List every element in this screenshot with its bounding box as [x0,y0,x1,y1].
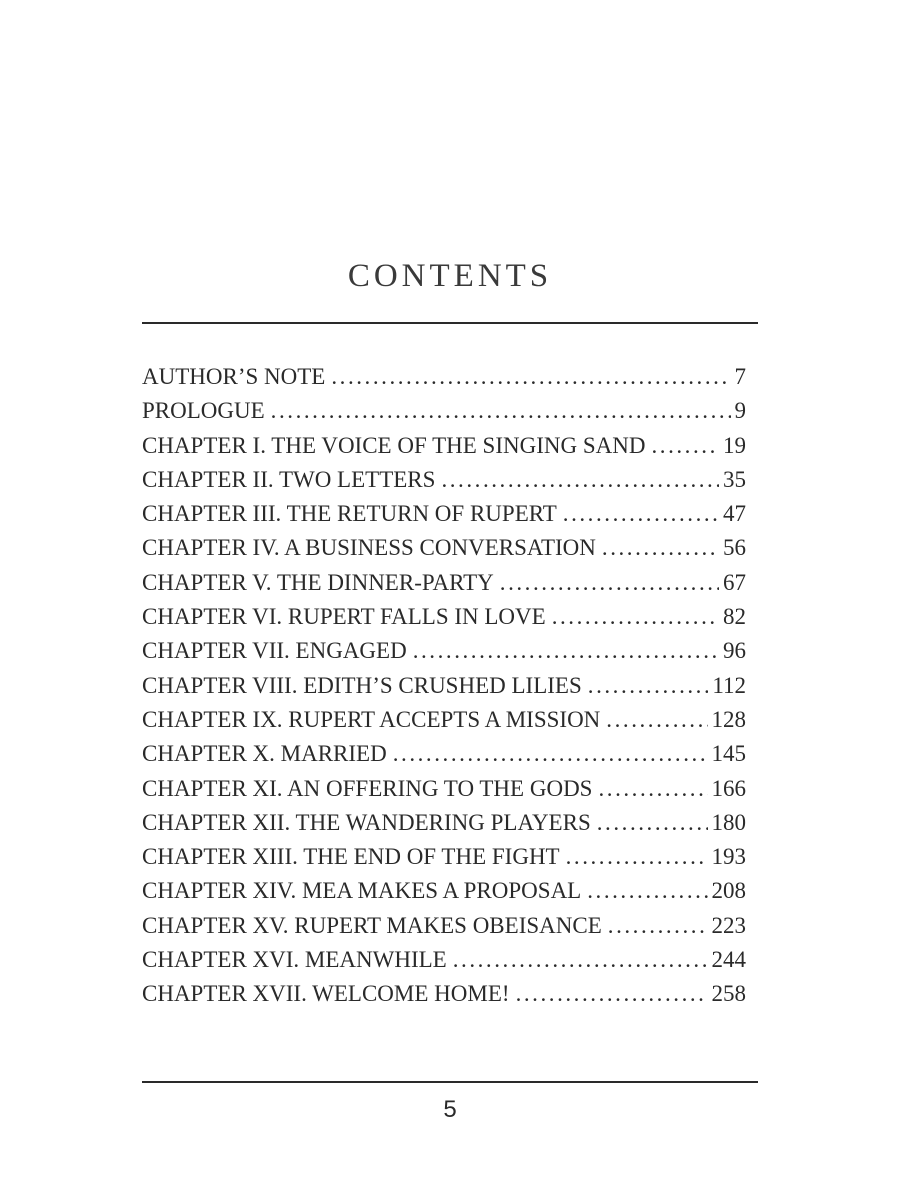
toc-entry-title: CHAPTER XIV. MEA MAKES A PROPOSAL [142,878,582,904]
bottom-rule [142,1081,758,1083]
toc-dot-leader [597,810,708,836]
toc-entry-page: 223 [711,912,746,938]
toc-entry-title: CHAPTER XVI. MEANWHILE [142,947,447,973]
toc-dot-leader [588,673,709,699]
toc-entry-page: 96 [723,638,746,664]
toc-entry-page: 180 [711,809,746,835]
toc-dot-leader [271,398,731,424]
toc-entry[interactable] [142,398,746,432]
toc-entry-page: 9 [734,398,746,424]
toc-entry-page: 258 [711,981,746,1007]
toc-entry[interactable] [142,501,746,535]
toc-entry-title: CHAPTER I. THE VOICE OF THE SINGING SAND [142,432,646,458]
toc-entry-title: CHAPTER VI. RUPERT FALLS IN LOVE [142,604,546,630]
toc-entry[interactable] [142,433,746,467]
toc-entry-page: 193 [711,844,746,870]
toc-entry-title: CHAPTER X. MARRIED [142,741,387,767]
toc-entry-title: CHAPTER VII. ENGAGED [142,638,407,664]
toc-entry-title: CHAPTER III. THE RETURN OF RUPERT [142,501,557,527]
toc-dot-leader [516,981,708,1007]
top-rule [142,322,758,324]
toc-entry[interactable] [142,570,746,604]
toc-entry-page: 166 [711,775,746,801]
toc-entry-page: 35 [723,466,746,492]
toc-entry-title: CHAPTER XI. AN OFFERING TO THE GODS [142,775,593,801]
toc-entry-title: CHAPTER VIII. EDITH’S CRUSHED LILIES [142,672,582,698]
toc-entry-page: 244 [711,947,746,973]
toc-entry-title: CHAPTER XII. THE WANDERING PLAYERS [142,809,591,835]
toc-dot-leader [441,467,719,493]
toc-dot-leader [606,707,707,733]
toc-entry-page: 19 [723,432,746,458]
toc-entry-title: CHAPTER V. THE DINNER-PARTY [142,569,494,595]
toc-entry[interactable] [142,776,746,810]
toc-dot-leader [563,501,719,527]
toc-dot-leader [413,638,719,664]
toc-entry-title: CHAPTER IX. RUPERT ACCEPTS A MISSION [142,706,601,732]
toc-entry[interactable] [142,913,746,947]
table-of-contents [142,364,746,1016]
toc-dot-leader [602,535,719,561]
toc-entry-page: 208 [711,878,746,904]
toc-entry[interactable] [142,467,746,501]
toc-dot-leader [608,913,708,939]
toc-entry-title: CHAPTER XIII. THE END OF THE FIGHT [142,844,560,870]
toc-entry-page: 112 [712,672,746,698]
toc-entry-title: AUTHOR’S NOTE [142,364,326,389]
toc-entry[interactable] [142,844,746,878]
contents-heading: CONTENTS [347,258,553,294]
toc-entry[interactable] [142,981,746,1015]
toc-dot-leader [331,364,730,390]
toc-dot-leader [566,844,708,870]
toc-dot-leader [587,878,707,904]
toc-entry-page: 82 [723,604,746,630]
toc-entry-title: CHAPTER XV. RUPERT MAKES OBEISANCE [142,912,602,938]
toc-dot-leader [500,570,719,596]
toc-dot-leader [393,741,708,767]
toc-entry[interactable] [142,741,746,775]
toc-entry[interactable] [142,364,746,398]
toc-entry-page: 47 [723,501,746,527]
toc-entry-page: 7 [734,364,746,389]
toc-entry-page: 67 [723,569,746,595]
toc-entry-page: 128 [711,706,746,732]
toc-entry-title: PROLOGUE [142,398,265,424]
toc-entry[interactable] [142,604,746,638]
toc-dot-leader [453,947,708,973]
toc-dot-leader [598,776,707,802]
toc-dot-leader [552,604,719,630]
toc-entry[interactable] [142,947,746,981]
toc-entry-title: CHAPTER XVII. WELCOME HOME! [142,981,510,1007]
toc-entry[interactable] [142,535,746,569]
toc-entry[interactable] [142,638,746,672]
toc-entry-title: CHAPTER II. TWO LETTERS [142,466,436,492]
toc-entry[interactable] [142,878,746,912]
toc-entry-page: 56 [723,535,746,561]
toc-entry-title: CHAPTER IV. A BUSINESS CONVERSATION [142,535,596,561]
toc-entry[interactable] [142,673,746,707]
toc-entry[interactable] [142,707,746,741]
toc-dot-leader [651,433,719,459]
toc-entry[interactable] [142,810,746,844]
toc-entry-page: 145 [711,741,746,767]
page-number: 5 [443,1096,457,1123]
